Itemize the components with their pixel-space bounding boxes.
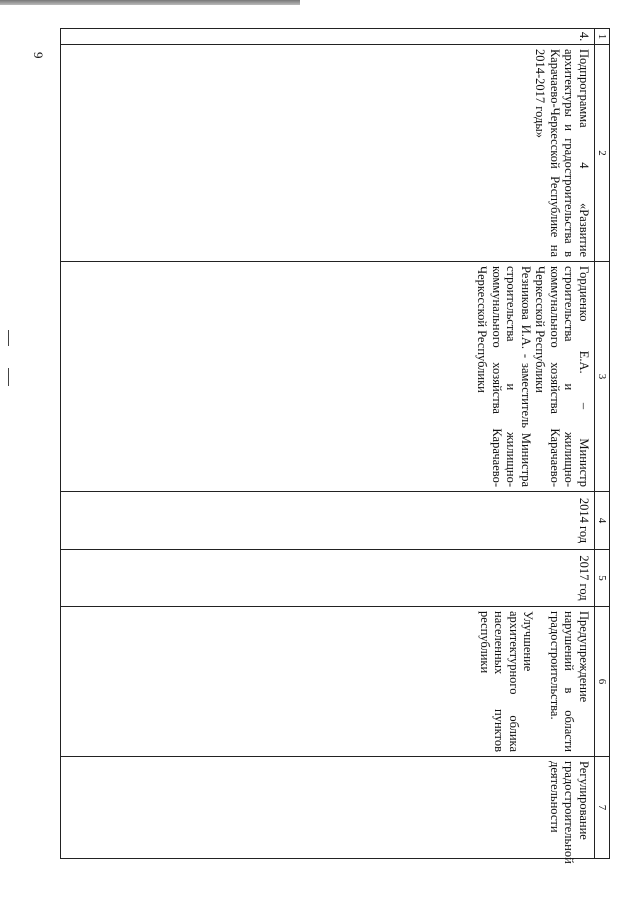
program-name: Подпрограмма 4 «Развитие архитектуры и градостроительства в Карачаево-Черкесской Республике на 2014-2017 годы» — [61, 45, 595, 262]
col-header-1: 1 — [595, 29, 610, 45]
start-year: 2014 год — [61, 492, 595, 550]
page-number: 9 — [31, 52, 46, 59]
col-header-7: 7 — [595, 757, 610, 859]
expected-result-2: Улучшение архитектурного облика населенных пунктов республики — [478, 611, 536, 752]
row-number: 4. — [61, 29, 595, 45]
table-row — [61, 29, 595, 859]
responsible-person-2: Резникова И.А. - заместитель Министра строительства и жилищно-коммунального хозяйства Карачаево-Черкесской Республики — [475, 266, 533, 487]
end-year: 2017 год — [61, 550, 595, 607]
punch-mark — [8, 330, 9, 346]
col-header-2: 2 — [595, 45, 610, 262]
scan-edge — [0, 0, 300, 5]
header-row — [595, 29, 610, 859]
responsible-cell — [61, 262, 595, 492]
rotated-table-container — [60, 28, 610, 864]
punch-mark — [8, 368, 9, 386]
responsible-person-1: Гордиенко Е.А. – Министр строительства и жилищно-коммунального хозяйства Карачаево-Черкесской Республики — [533, 266, 591, 487]
expected-result-1: Предупреждение нарушений в области градостроительства. — [548, 611, 591, 752]
expected-results-cell — [61, 607, 595, 757]
col-header-5: 5 — [595, 550, 610, 607]
paragraph-gap — [536, 611, 548, 752]
program-table — [60, 28, 610, 864]
col-header-4: 4 — [595, 492, 610, 550]
col-header-6: 6 — [595, 607, 610, 757]
linked-activity: Регулирование градостроительной деятельности — [61, 757, 595, 859]
col-header-3: 3 — [595, 262, 610, 492]
